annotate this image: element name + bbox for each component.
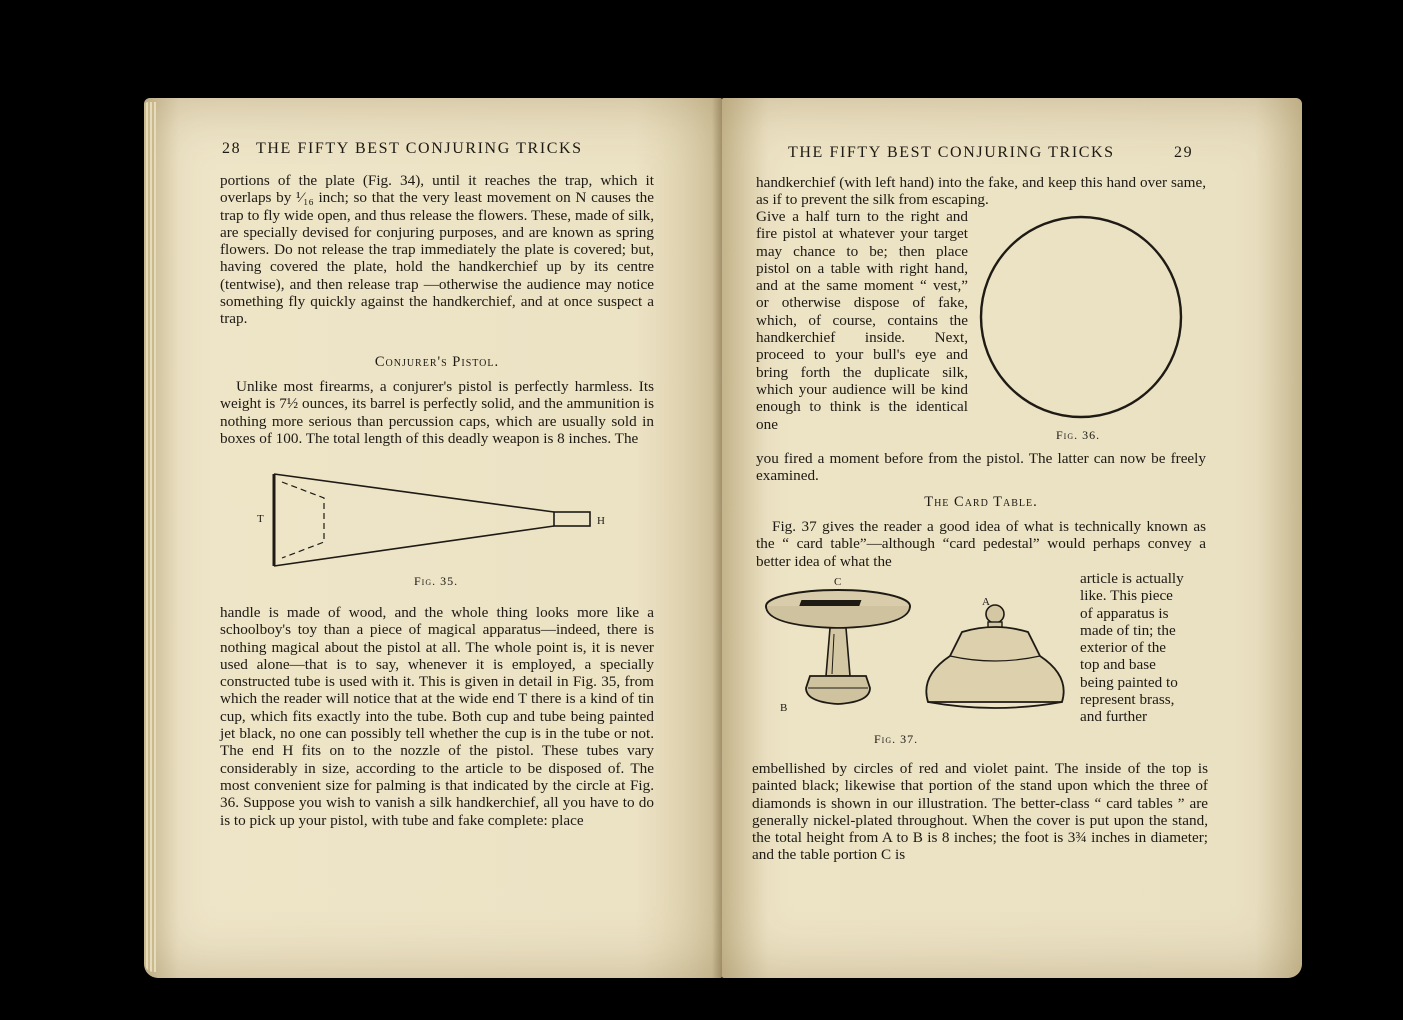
right-para-1: handkerchief (with left hand) into the fake, and keep this hand over same, as if to prevent the silk from escaping. (756, 174, 1206, 209)
fig-37-card-table (758, 582, 1078, 732)
left-page (144, 98, 722, 978)
right-heading: The Card Table. (924, 494, 1038, 510)
fig-37-label-b: B (780, 702, 789, 714)
fig-35-caption: Fig. 35. (414, 574, 459, 588)
right-text-block-1 (756, 174, 1206, 209)
fig-37-label-c: C (834, 576, 843, 588)
right-text-block-4 (756, 518, 1206, 570)
right-text-block-6 (752, 760, 1208, 864)
right-para-5: article is actually like. This piece of apparatus is made of tin; the exterior of the top and base being painted to represent brass, and further (1080, 570, 1184, 726)
open-book (134, 98, 1304, 978)
right-text-block-2 (756, 208, 968, 433)
right-running-head: THE FIFTY BEST CONJURING TRICKS (788, 144, 1115, 161)
page-edges (144, 102, 156, 972)
left-text-block-2 (220, 378, 654, 447)
right-para-3: you fired a moment before from the pistol. The latter can now be freely examined. (756, 450, 1206, 485)
left-para-3: handle is made of wood, and the whole thing looks more like a schoolboy's toy than a piece of magical apparatus—indeed, there is nothing magical about the pistol at all. The whole point is, it is never used alone—that is to say, whenever it is employed, a specially constructed tube is used with it. This is given in detail in Fig. 35, from which the reader will notice that at the wide end T there is a kind of tin cup, which fits exactly into the tube. Both cup and tube being painted jet black, no one can possibly tell whether the cup is in the tube or not. The end H fits on to the nozzle of the pistol. These tubes vary considerably in size, according to the article to be disposed of. The most convenient size for palming is that indicated by the circle at Fig. 36. Suppose you wish to vanish a silk handkerchief, all you have to do is to pick up your pistol, with tube and fake complete: place (220, 604, 654, 829)
right-text-block-5 (1080, 570, 1188, 726)
right-para-6: embellished by circles of red and violet paint. The inside of the top is painted black; likewise that portion of the stand upon which the three of diamonds is shown in our illustration. The better-class “ card tables ” are generally nickel-plated throughout. When the cover is put upon the stand, the total height from A to B is 8 inches; the foot is 3¾ inches in diameter; and the table portion C is (752, 760, 1208, 864)
right-para-2: Give a half turn to the right and fire pistol at whatever your target may chance to be; then place pistol on a table with right hand, and at the same moment “ vest,” or otherwise dispose of fake, which, of course, contains the handkerchief inside. Next, proceed to your bull's eye and bring forth the duplicate silk, which your audience will be kind enough to think is the identical one (756, 208, 968, 433)
left-para-2: Unlike most firearms, a conjurer's pistol is perfectly harmless. Its weight is 7½ ounces, its barrel is perfectly solid, and the ammunition is nothing more serious than percussion caps, which are usually sold in boxes of 100. The total length of this deadly weapon is 8 inches. The (220, 378, 654, 447)
left-text-block-3 (220, 604, 654, 829)
right-text-block-3 (756, 450, 1206, 485)
fig-37-label-a: A (982, 596, 991, 608)
left-text-block-1 (220, 172, 654, 328)
fig-35-label-t: T (257, 513, 265, 525)
fig-36-circle (978, 214, 1184, 420)
right-page (722, 98, 1302, 978)
fig-35-tube-diagram (254, 468, 614, 578)
left-running-head: THE FIFTY BEST CONJURING TRICKS (256, 140, 583, 157)
fig-36-caption: Fig. 36. (1056, 428, 1101, 442)
right-page-number: 29 (1174, 144, 1194, 161)
left-para-1: portions of the plate (Fig. 34), until it reaches the trap, which it overlaps by ¹⁄₁₆ inch; so that the very least movement on N causes the trap to fly wide open, and thus release the flowers. These, made of silk, are specially devised for conjuring purposes, and are known as spring flowers. Do not release the trap immediately the plate is covered; but, having covered the plate, hold the handkerchief up by its centre (tentwise), and then release trap —otherwise the audience may notice something fly quickly against the handkerchief, and at once suspect a trap. (220, 172, 654, 328)
fig-35-label-h: H (597, 515, 606, 527)
right-para-4: Fig. 37 gives the reader a good idea of what is technically known as the “ card table”—although “card pedestal” would perhaps convey a better idea of what the (756, 518, 1206, 570)
left-page-number: 28 (222, 140, 242, 157)
left-heading: Conjurer's Pistol. (374, 354, 500, 370)
fig-37-caption: Fig. 37. (874, 732, 919, 746)
